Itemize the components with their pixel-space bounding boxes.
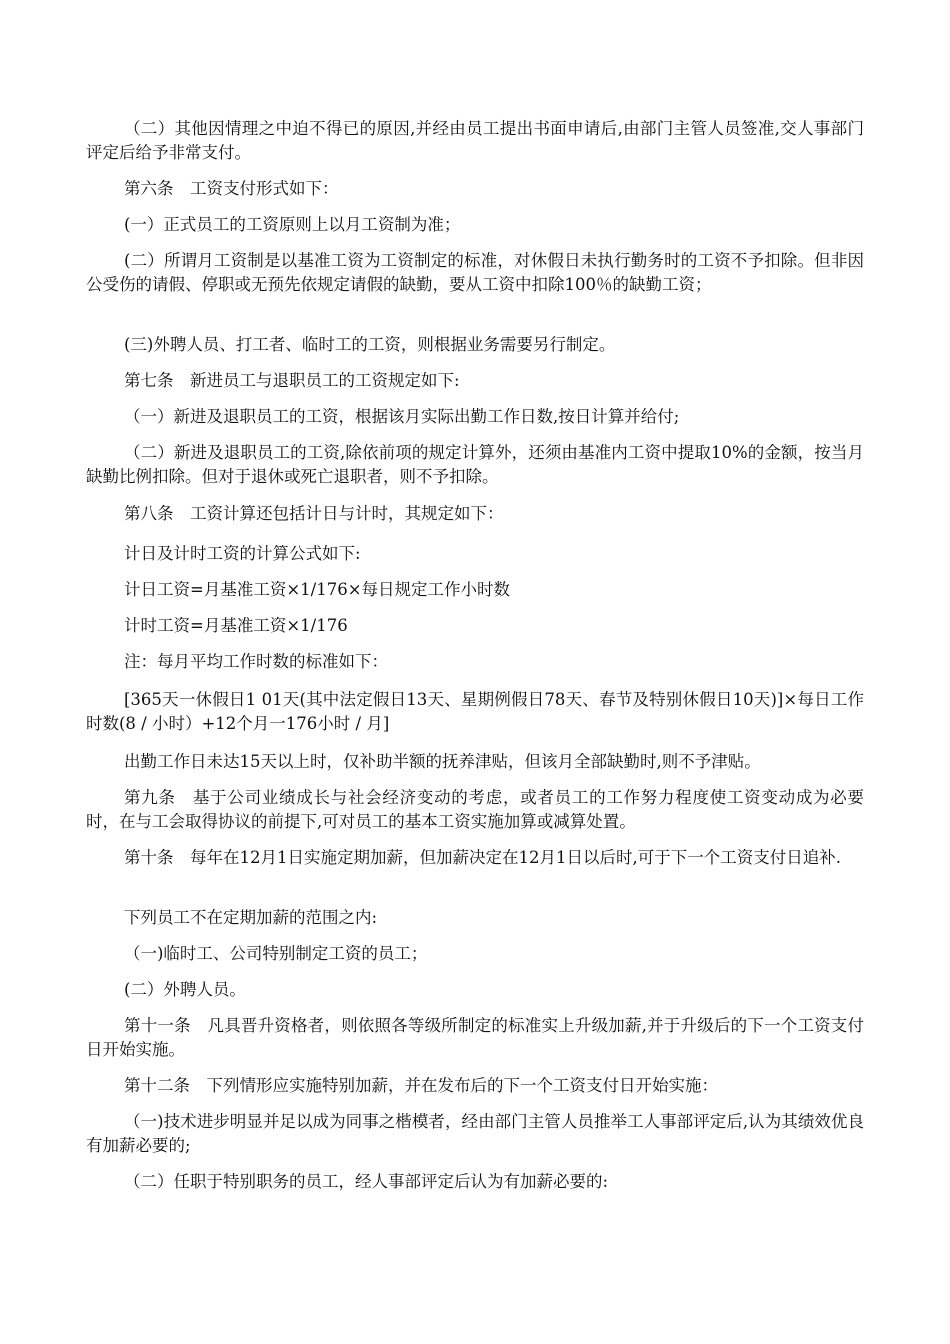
paragraph-new-leaving-wage: （一）新进及退职员工的工资，根据该月实际出勤工作日数,按日计算并给付; [124, 407, 680, 426]
formula-hourly-wage: 计时工资=月基准工资×1/176 [124, 616, 348, 635]
paragraph-excluded-staff: 下列员工不在定期加薪的范围之内: [124, 908, 378, 927]
article-7-heading: 第七条 新进员工与退职员工的工资规定如下: [124, 371, 460, 390]
article-8-heading: 第八条 工资计算还包括计日与计时，其规定如下： [124, 504, 504, 523]
paragraph-monthly-wage-definition: (二）所谓月工资制是以基准工资为工资制定的标准，对休假日未执行勤务时的工资不予扣除。但非因公受伤的请假、停职或无预先依规定请假的缺勤，要从工资中扣除100％的缺勤工资； [86, 251, 864, 294]
paragraph-formula-intro: 计日及计时工资的计算公式如下: [124, 544, 361, 563]
paragraph-emergency-payment: （二）其他因情理之中迫不得已的原因,并经由员工提出书面申请后,由部门主管人员签准,交人事部门评定后给予非常支付。 [86, 119, 864, 162]
formula-monthly-hours: [365天一休假日1 01天(其中法定假日13天、星期例假日78天、春节及特别休假日10天)]×每日工作时数(8 / 小时）+12个月一176小时 / 月] [86, 690, 864, 733]
article-10-paragraph: 第十条 每年在12月1日实施定期加薪，但加薪决定在12月1日以后时,可于下一个工资支付日追补. [124, 848, 841, 867]
note-heading: 注：每月平均工作时数的标准如下： [124, 652, 388, 671]
article-12-heading: 第十二条 下列情形应实施特别加薪，并在发布后的下一个工资支付日开始实施： [124, 1076, 718, 1095]
paragraph-external-staff-wage: (三)外聘人员、打工者、临时工的工资，则根据业务需要另行制定。 [124, 335, 616, 354]
formula-daily-wage: 计日工资=月基准工资×1/176×每日规定工作小时数 [124, 580, 511, 599]
article-11-paragraph: 第十一条 凡具晋升资格者，则依照各等级所制定的标准实上升级加薪,并于升级后的下一个工资支付日开始实施。 [86, 1016, 864, 1059]
paragraph-special-raise-duty: （二）任职于特别职务的员工，经人事部评定后认为有加薪必要的: [124, 1172, 609, 1191]
article-9-paragraph: 第九条 基于公司业绩成长与社会经济变动的考虑，或者员工的工作努力程度使工资变动成为必要时，在与工会取得协议的前提下,可对员工的基本工资实施加算或减算处置。 [86, 788, 864, 831]
article-6-heading: 第六条 工资支付形式如下： [124, 179, 339, 198]
paragraph-monthly-wage: (一）正式员工的工资原则上以月工资制为准； [124, 215, 461, 234]
paragraph-attendance-allowance: 出勤工作日未达15天以上时，仅补助半额的抚养津贴，但该月全部缺勤时,则不予津贴。 [124, 752, 761, 771]
paragraph-new-leaving-deduction: （二）新进及退职员工的工资,除依前项的规定计算外，还须由基准内工资中提取10%的金额，按当月缺勤比例扣除。但对于退休或死亡退职者，则不予扣除。 [86, 443, 864, 486]
paragraph-excluded-temporary: （一)临时工、公司特别制定工资的员工； [124, 944, 428, 963]
paragraph-excluded-external: (二）外聘人员。 [124, 980, 246, 999]
paragraph-special-raise-technical: （一)技术进步明显并足以成为同事之楷模者，经由部门主管人员推举工人事部评定后,认为其绩效优良有加薪必要的; [86, 1112, 864, 1155]
